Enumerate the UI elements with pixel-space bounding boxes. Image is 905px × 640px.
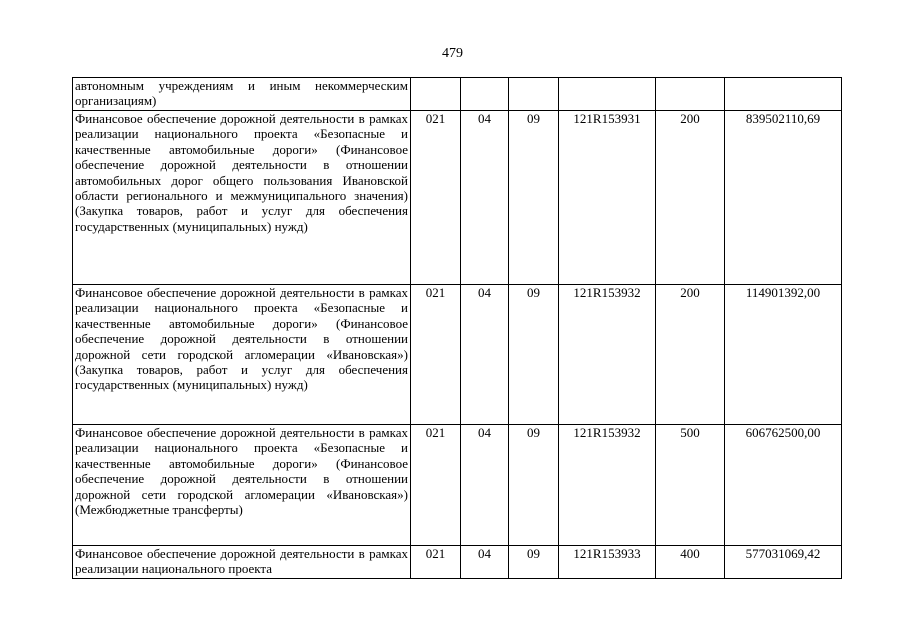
table-row xyxy=(73,111,842,285)
row-subsection-code: 09 xyxy=(509,111,559,285)
table-row xyxy=(73,78,842,111)
row-amount: 606762500,00 xyxy=(725,425,842,546)
row-target-article-code: 121R153933 xyxy=(559,546,656,579)
row-subsection-code: 09 xyxy=(509,546,559,579)
row-ved-code: 021 xyxy=(411,111,461,285)
row-ved-code: 021 xyxy=(411,546,461,579)
row-target-article-code: 121R153932 xyxy=(559,425,656,546)
page-number: 479 xyxy=(442,46,463,61)
row-expense-type-code xyxy=(656,78,725,111)
row-expense-type-code: 200 xyxy=(656,111,725,285)
row-expense-type-code: 200 xyxy=(656,285,725,425)
row-description: Финансовое обеспечение дорожной деятельности в рамках реализации национального проекта xyxy=(73,546,411,579)
row-amount: 114901392,00 xyxy=(725,285,842,425)
row-expense-type-code: 500 xyxy=(656,425,725,546)
table-row xyxy=(73,546,842,579)
row-section-code: 04 xyxy=(461,111,509,285)
table-row xyxy=(73,285,842,425)
row-description: Финансовое обеспечение дорожной деятельности в рамках реализации национального проекта «Безопасные и качественные автомобильные дороги» (Финансовое обеспечение дорожной деятельности в отношении дорожной сети городской агломерации «Ивановская») (Закупка товаров, работ и услуг для обеспечения государственных (муниципальных) нужд) xyxy=(73,285,411,425)
row-ved-code xyxy=(411,78,461,111)
row-section-code: 04 xyxy=(461,285,509,425)
table-row xyxy=(73,425,842,546)
row-subsection-code: 09 xyxy=(509,285,559,425)
row-description: Финансовое обеспечение дорожной деятельности в рамках реализации национального проекта «Безопасные и качественные автомобильные дороги» (Финансовое обеспечение дорожной деятельности в отношении автомобильных дорог общего пользования Ивановской области регионального и межмуниципального значения) (Закупка товаров, работ и услуг для обеспечения государственных (муниципальных) нужд) xyxy=(73,111,411,285)
row-section-code xyxy=(461,78,509,111)
row-amount xyxy=(725,78,842,111)
row-target-article-code: 121R153932 xyxy=(559,285,656,425)
row-ved-code: 021 xyxy=(411,285,461,425)
budget-table xyxy=(72,77,842,579)
row-ved-code: 021 xyxy=(411,425,461,546)
row-amount: 577031069,42 xyxy=(725,546,842,579)
row-section-code: 04 xyxy=(461,425,509,546)
row-section-code: 04 xyxy=(461,546,509,579)
row-description: Финансовое обеспечение дорожной деятельности в рамках реализации национального проекта «Безопасные и качественные автомобильные дороги» (Финансовое обеспечение дорожной деятельности в отношении дорожной сети городской агломерации «Ивановская») (Межбюджетные трансферты) xyxy=(73,425,411,546)
row-subsection-code xyxy=(509,78,559,111)
row-description: автономным учреждениям и иным некоммерческим организациям) xyxy=(73,78,411,111)
row-subsection-code: 09 xyxy=(509,425,559,546)
row-expense-type-code: 400 xyxy=(656,546,725,579)
row-amount: 839502110,69 xyxy=(725,111,842,285)
row-target-article-code xyxy=(559,78,656,111)
row-target-article-code: 121R153931 xyxy=(559,111,656,285)
